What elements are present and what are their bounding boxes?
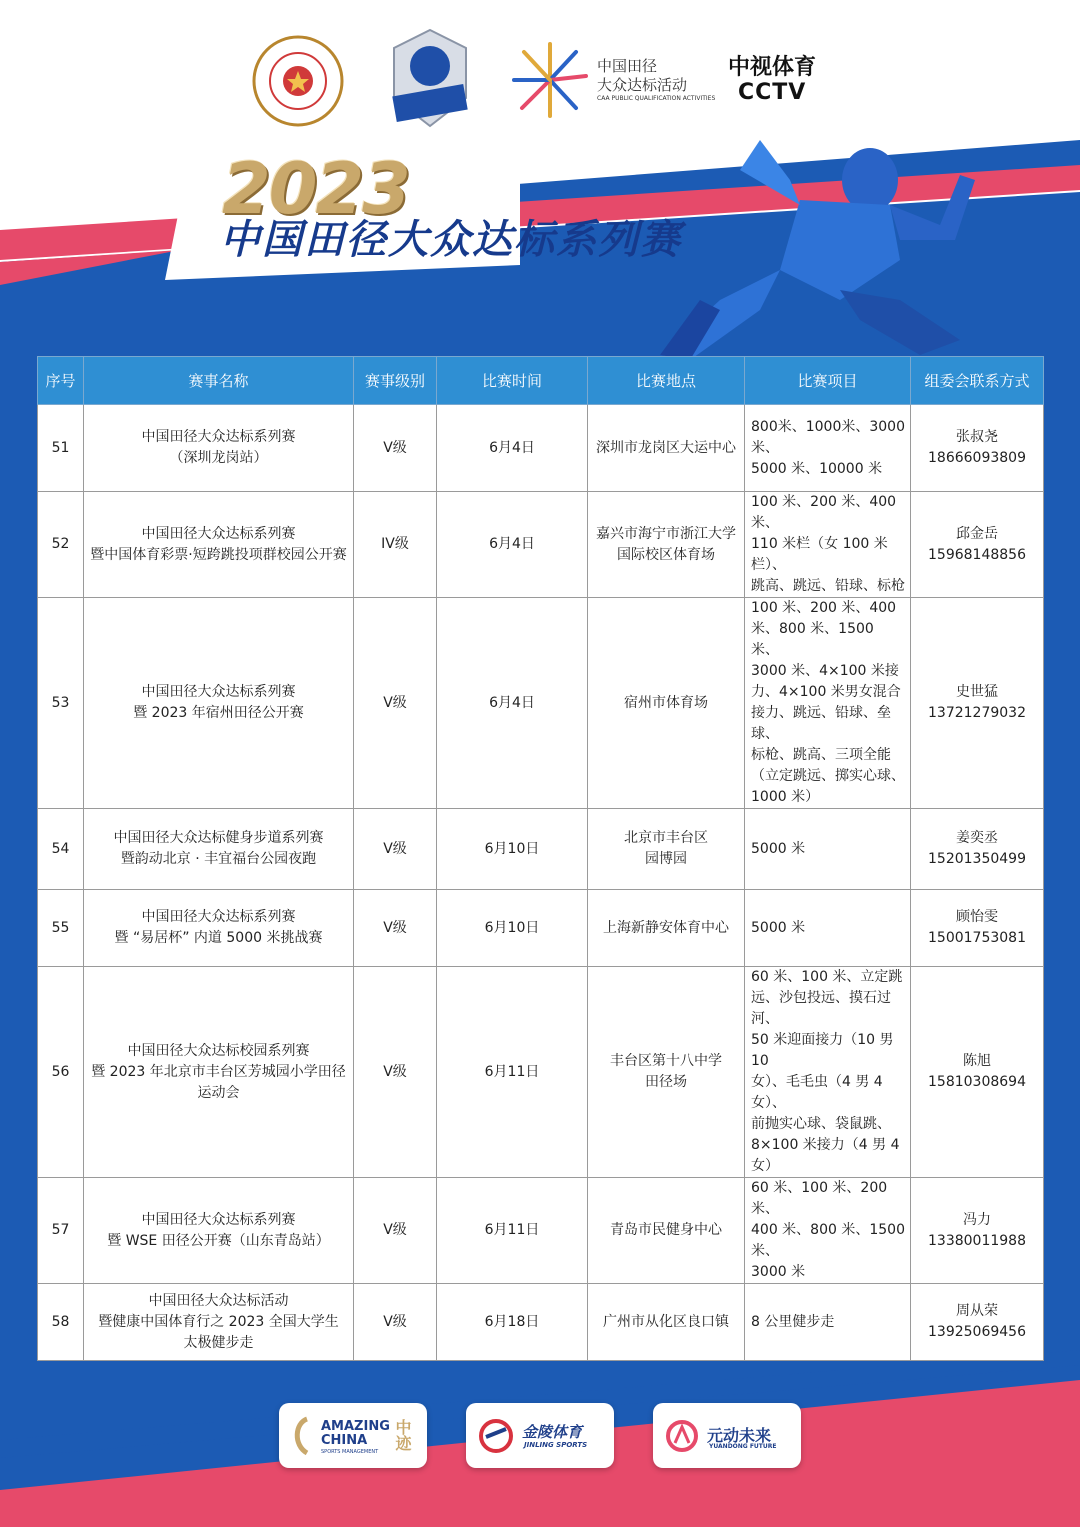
page-title: 中国田径大众达标系列赛 [220, 217, 682, 263]
header-level: 赛事级别 [354, 357, 437, 405]
cell-contact: 张叔尧 18666093809 [911, 405, 1044, 492]
table-row [38, 1178, 1044, 1284]
amazing-line3: SPORTS MANAGEMENT [321, 1449, 379, 1455]
table-row [38, 967, 1044, 1178]
cell-date: 6月18日 [437, 1284, 588, 1361]
cell-level: V级 [354, 890, 437, 967]
header-venue: 比赛地点 [588, 357, 745, 405]
cell-level: V级 [354, 405, 437, 492]
sponsor-amazing-china [279, 1403, 427, 1468]
cell-event-name: 中国田径大众达标校园系列赛 暨 2023 年北京市丰台区芳城园小学田径 运动会 [84, 967, 354, 1178]
cell-level: V级 [354, 809, 437, 890]
cell-date: 6月11日 [437, 1178, 588, 1284]
amazing-cn: 中迹 [393, 1419, 412, 1451]
table-header-row [38, 357, 1044, 405]
cell-contact: 冯力 13380011988 [911, 1178, 1044, 1284]
cell-event-name: 中国田径大众达标系列赛 暨 “易居杯” 内道 5000 米挑战赛 [84, 890, 354, 967]
cell-event-name: 中国田径大众达标健身步道系列赛 暨韵动北京 · 丰宜福台公园夜跑 [84, 809, 354, 890]
caa-emblem-icon [252, 35, 344, 127]
yuandong-mark-icon [665, 1419, 699, 1453]
cell-date: 6月4日 [437, 492, 588, 598]
cell-level: V级 [354, 967, 437, 1178]
header-contact: 组委会联系方式 [911, 357, 1044, 405]
cell-no: 54 [38, 809, 84, 890]
cell-date: 6月11日 [437, 967, 588, 1178]
cell-level: V级 [354, 598, 437, 809]
cell-date: 6月10日 [437, 809, 588, 890]
activity-logo-line2: 大众达标活动 [597, 76, 688, 94]
cell-contact: 顾怡雯 15001753081 [911, 890, 1044, 967]
cell-no: 57 [38, 1178, 84, 1284]
jinling-cn: 金陵体育 [522, 1423, 583, 1441]
cell-venue: 上海新静安体育中心 [588, 890, 745, 967]
cell-no: 58 [38, 1284, 84, 1361]
cell-items: 8 公里健步走 [745, 1284, 911, 1361]
activity-logo-en: CAA PUBLIC QUALIFICATION ACTIVITIES [597, 95, 716, 102]
amazing-line2: CHINA [321, 1433, 368, 1448]
cell-contact: 邱金岳 15968148856 [911, 492, 1044, 598]
sponsor-jinling [466, 1403, 614, 1468]
cell-no: 53 [38, 598, 84, 809]
activity-burst-icon [510, 40, 590, 120]
cell-items: 5000 米 [745, 809, 911, 890]
cell-event-name: 中国田径大众达标活动 暨健康中国体育行之 2023 全国大学生 太极健步走 [84, 1284, 354, 1361]
cell-no: 56 [38, 967, 84, 1178]
cell-contact: 史世猛 13721279032 [911, 598, 1044, 809]
cell-date: 6月10日 [437, 890, 588, 967]
table-row [38, 405, 1044, 492]
sponsor-yuandong [653, 1403, 801, 1468]
cell-venue: 宿州市体育场 [588, 598, 745, 809]
cell-venue: 广州市从化区良口镇 [588, 1284, 745, 1361]
cell-venue: 嘉兴市海宁市浙江大学 国际校区体育场 [588, 492, 745, 598]
cell-level: V级 [354, 1178, 437, 1284]
cell-event-name: 中国田径大众达标系列赛 （深圳龙岗站） [84, 405, 354, 492]
cell-level: IV级 [354, 492, 437, 598]
cell-event-name: 中国田径大众达标系列赛 暨中国体育彩票·短跨跳投项群校园公开赛 [84, 492, 354, 598]
title-year: 2023 [222, 148, 409, 230]
header-items: 比赛项目 [745, 357, 911, 405]
jinling-en: JINLING SPORTS [524, 1441, 588, 1449]
cell-venue: 北京市丰台区 园博园 [588, 809, 745, 890]
cell-date: 6月4日 [437, 598, 588, 809]
activity-logo-line1: 中国田径 [597, 57, 658, 75]
cell-contact: 周从荣 13925069456 [911, 1284, 1044, 1361]
table-row [38, 890, 1044, 967]
cell-no: 51 [38, 405, 84, 492]
amazing-line1: AMAZING [321, 1419, 390, 1434]
cell-contact: 姜奕丞 15201350499 [911, 809, 1044, 890]
cell-no: 52 [38, 492, 84, 598]
yuandong-cn: 元动未来 [707, 1426, 772, 1445]
jinling-mark-icon [476, 1417, 516, 1455]
logo-bar [0, 0, 1080, 140]
cell-venue: 深圳市龙岗区大运中心 [588, 405, 745, 492]
cell-level: V级 [354, 1284, 437, 1361]
cell-no: 55 [38, 890, 84, 967]
table-row [38, 1284, 1044, 1361]
schedule-table [37, 356, 1044, 1361]
table-row [38, 598, 1044, 809]
header-no: 序号 [38, 357, 84, 405]
table-row [38, 809, 1044, 890]
cell-items: 60 米、100 米、200 米、 400 米、800 米、1500 米、 3000 米 [745, 1178, 911, 1284]
cctv-sports-cn: 中视体育 [728, 55, 817, 80]
header-date: 比赛时间 [437, 357, 588, 405]
cell-event-name: 中国田径大众达标系列赛 暨 2023 年宿州田径公开赛 [84, 598, 354, 809]
cell-items: 800米、1000米、3000米、 5000 米、10000 米 [745, 405, 911, 492]
cell-venue: 青岛市民健身中心 [588, 1178, 745, 1284]
amazing-china-mark-icon [289, 1415, 315, 1457]
cell-items: 100 米、200 米、400 米、800 米、1500 米、 3000 米、4×100 米接 力、4×100 米男女混合 接力、跳远、铅球、垒球、 标枪、跳高、三项全能 （立定跳远、掷实心球、 1000 米） [745, 598, 911, 809]
cell-items: 100 米、200 米、400 米、 110 米栏（女 100 米栏）、 跳高、跳远、铅球、标枪 [745, 492, 911, 598]
cctv-logo: CCTV [738, 80, 807, 105]
cell-event-name: 中国田径大众达标系列赛 暨 WSE 田径公开赛（山东青岛站） [84, 1178, 354, 1284]
header-event-name: 赛事名称 [84, 357, 354, 405]
cell-contact: 陈旭 15810308694 [911, 967, 1044, 1178]
table-row [38, 492, 1044, 598]
cell-venue: 丰台区第十八中学 田径场 [588, 967, 745, 1178]
cell-items: 60 米、100 米、立定跳 远、沙包投远、摸石过河、 50 米迎面接力（10 男 10 女）、毛毛虫（4 男 4 女）、 前抛实心球、袋鼠跳、 8×100 米接力（4 男 4 女） [745, 967, 911, 1178]
yuandong-en: YUANDONG FUTURE [709, 1443, 777, 1450]
cell-items: 5000 米 [745, 890, 911, 967]
qualification-badge-icon [388, 28, 472, 128]
cell-date: 6月4日 [437, 405, 588, 492]
